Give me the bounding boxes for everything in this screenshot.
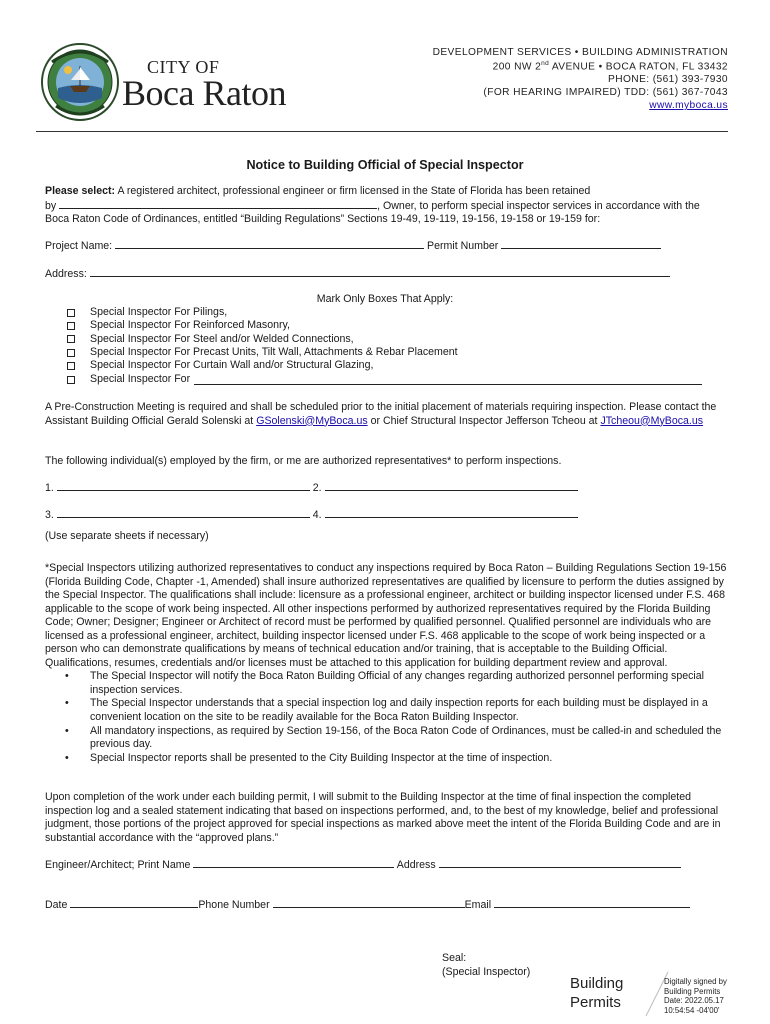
phone-line: PHONE: (561) 393-7930 (608, 74, 728, 86)
tcheou-email-link[interactable]: JTcheou@MyBoca.us (600, 414, 704, 427)
document-title: Notice to Building Official of Special Inspector (246, 158, 524, 172)
checkbox-row-precast[interactable]: Special Inspector For Precast Units, Tilt Wall, Attachments & Rebar Placement (67, 346, 702, 359)
permit-number-field[interactable] (501, 239, 661, 249)
please-select-label: Please select: (45, 185, 116, 197)
engineer-address-label: Address (396, 859, 436, 871)
preconstruction-paragraph: A Pre-Construction Meeting is required and shall be scheduled prior to the initial placement of materials requiring inspection. Please contact the Assistant Building Official Gerald Solenski at GSolenski@MyBoca.us or Chief Structural Inspector Jefferson Tcheou at JTcheou@MyBoca.us (45, 401, 717, 427)
website-link[interactable]: www.myboca.us (649, 100, 728, 112)
address-row (45, 267, 731, 282)
completion-statement: Upon completion of the work under each building permit, I will submit to the Building Inspector at the time of final inspection the completed inspection log and a sealed statement indicating that based on inspections performed, and, to the best of my knowledge, belief and professional judgment, those portions of the project approved for special inspections as marked above meet the intent of the Florida Building Code and are in substantial accordance with the “approved plans.” (45, 791, 721, 844)
city-seal-logo (40, 42, 120, 122)
footnote-block (45, 562, 731, 765)
owner-name-field[interactable] (59, 199, 377, 209)
engineer-name-field[interactable] (193, 858, 394, 868)
checkbox[interactable] (67, 362, 75, 370)
requirement-item: • All mandatory inspections, as required by Section 19-156, of the Boca Raton Code of Ordinances, must be called-in and scheduled the previous day. (65, 725, 731, 752)
digital-signature-info: Digitally signed by Building Permits Date: 2022.05.17 10:54:54 -04'00' (664, 977, 727, 1015)
checkbox[interactable] (67, 309, 75, 317)
footnote-text: *Special Inspectors utilizing authorized representatives to conduct any inspections required by Boca Raton – Building Regulations Section 19-156 (Florida Building Code, Chapter -1, Amended) shall insure authorized representatives are qualified by licensure to perform the duties assigned by the Special Inspector. The qualifications shall include: licensure as a professional engineer, architect or building inspector licensed under F.S. 468 applicable to the scope of work being inspected. All other inspections performed by authorized representatives required by the Florida Building Code; Owner; Designer; Engineer or Architect of record must be performed by qualified personnel. Qualified personnel are individuals who are licensed as a professional engineer, architect, building inspector licensed under F.S. 468 applicable to the scope of work being inspected or a person who can demonstrate qualifications by means of technical education and/or training, that is acceptable to the Building Official. Qualifications, resumes, credentials and/or licenses must be attached to this application for building department review and approval. (45, 562, 727, 669)
requirement-item: • The Special Inspector will notify the Boca Raton Building Official of any changes regarding authorized personnel performing special inspection services. (65, 670, 731, 697)
email-label: Email (464, 899, 492, 911)
requirements-list (65, 670, 731, 765)
address-line: 200 NW 2nd AVENUE • BOCA RATON, FL 33432 (492, 59, 728, 73)
checkbox[interactable] (67, 349, 75, 357)
engineer-label: Engineer/Architect; Print Name (45, 859, 191, 871)
inspector-type-checklist (67, 306, 702, 386)
representative-2-field[interactable] (325, 481, 578, 491)
phone-label: Phone Number (198, 899, 270, 911)
permit-number-label: Permit Number (427, 240, 499, 252)
city-of-label: CITY OF (147, 57, 220, 77)
address-label: Address: (45, 268, 87, 280)
checkbox[interactable] (67, 322, 75, 330)
other-inspector-field[interactable] (194, 375, 702, 385)
project-name-row (45, 239, 731, 254)
checkbox[interactable] (67, 376, 75, 384)
city-of-boca-raton-logo (122, 56, 312, 112)
seal-label-block (442, 952, 530, 979)
phone-field[interactable] (273, 898, 465, 908)
boca-raton-wordmark: Boca Raton (122, 73, 286, 113)
separate-sheets-note: (Use separate sheets if necessary) (45, 530, 209, 542)
checkbox-row-steel[interactable]: Special Inspector For Steel and/or Welded Connections, (67, 333, 702, 346)
representative-row-1: 1. 2. (45, 481, 731, 496)
requirement-item: • Special Inspector reports shall be presented to the City Building Inspector at the time of inspection. (65, 752, 731, 766)
project-name-field[interactable] (115, 239, 424, 249)
checkbox-row-pilings[interactable]: Special Inspector For Pilings, (67, 306, 702, 319)
representatives-intro: The following individual(s) employed by the firm, or me are authorized representatives* to perform inspections. (45, 455, 562, 467)
checkbox-row-other[interactable]: Special Inspector For (67, 373, 702, 386)
seal-sublabel: (Special Inspector) (442, 965, 531, 978)
requirement-item: • The Special Inspector understands that a special inspection log and daily inspection reports for each building must be displayed in a convenient location on the site to be readily available for the Boca Raton Building Inspector. (65, 697, 731, 724)
intro-paragraph: Please select: A registered architect, professional engineer or firm licensed in the State of Florida has been retained by , Owner, to perform special inspector services in accordance with the Boca Raton Code of Ordinances, entitled “Building Regulations” Sections 19-49, 19-119, 19-156, 19-158 or 19-159 for: (45, 185, 700, 226)
engineer-row (45, 858, 731, 873)
header-divider (36, 131, 728, 132)
representative-4-field[interactable] (325, 508, 578, 518)
engineer-address-field[interactable] (439, 858, 681, 868)
department-contact-block (433, 47, 728, 113)
seal-label: Seal: (442, 952, 467, 964)
date-label: Date (45, 899, 68, 911)
checkbox[interactable] (67, 335, 75, 343)
address-field[interactable] (90, 267, 670, 277)
representative-row-2: 3. 4. (45, 508, 731, 523)
checkbox-row-masonry[interactable]: Special Inspector For Reinforced Masonry, (67, 319, 702, 332)
building-permits-stamp: Building Permits (570, 975, 624, 1011)
representative-3-field[interactable] (57, 508, 310, 518)
date-phone-email-row (45, 898, 731, 913)
checkbox-row-curtain-wall[interactable]: Special Inspector For Curtain Wall and/or Structural Glazing, (67, 360, 702, 373)
checkbox-heading: Mark Only Boxes That Apply: (316, 293, 454, 305)
representative-1-field[interactable] (57, 481, 310, 491)
tdd-line: (FOR HEARING IMPAIRED) TDD: (561) 367-7043 (483, 87, 728, 99)
project-name-label: Project Name: (45, 240, 113, 252)
email-field[interactable] (494, 898, 690, 908)
date-field[interactable] (70, 898, 198, 908)
solenski-email-link[interactable]: GSolenski@MyBoca.us (256, 414, 368, 427)
department-line: DEVELOPMENT SERVICES • BUILDING ADMINISTRATION (432, 47, 728, 58)
